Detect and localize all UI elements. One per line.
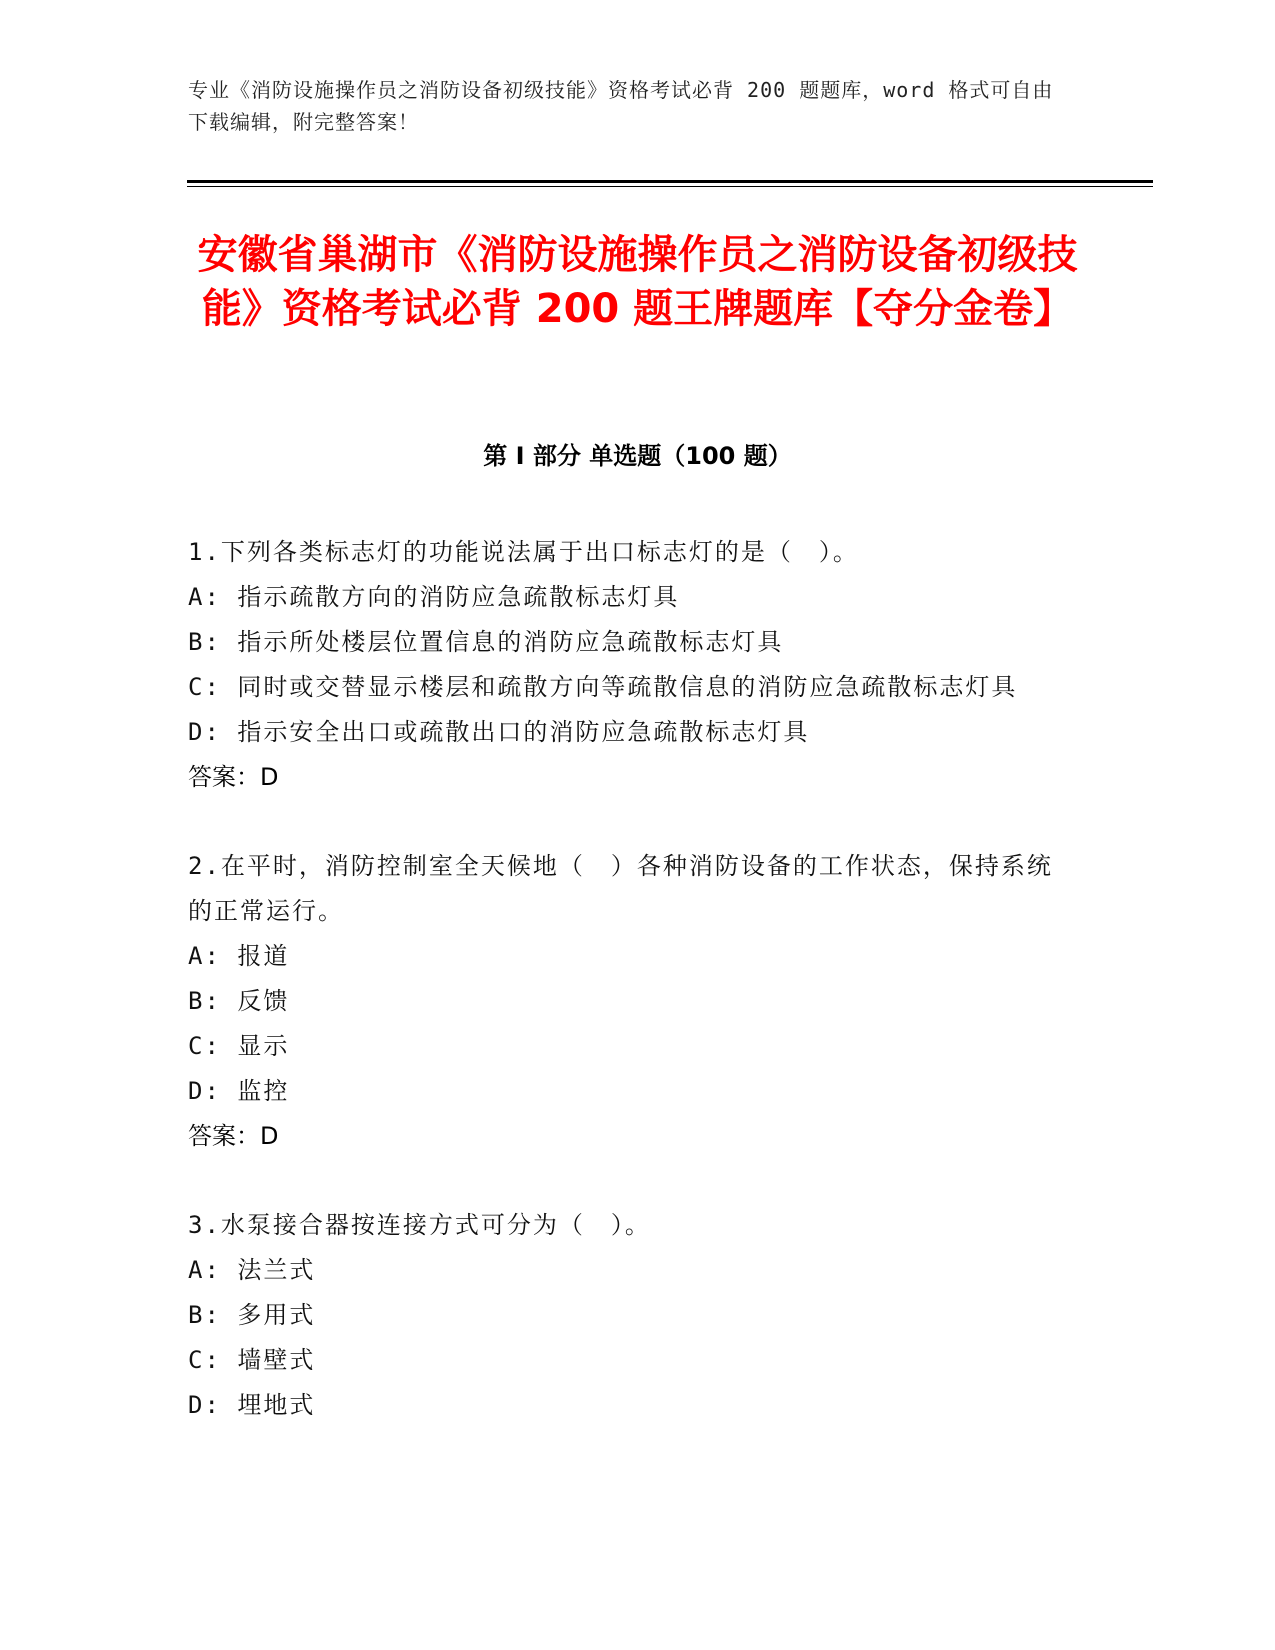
header-divider-thin [187, 186, 1153, 187]
option-c: C: 显示 [188, 1032, 290, 1060]
question-3 [188, 1203, 1073, 1428]
question-stem: 2.在平时，消防控制室全天候地（ ）各种消防设备的工作状态，保持系统的正常运行。 [188, 852, 1053, 925]
answer-line: 答案：D [188, 763, 279, 791]
question-stem: 1.下列各类标志灯的功能说法属于出口标志灯的是（ ）。 [188, 538, 859, 566]
question-1 [188, 530, 1073, 800]
question-list [188, 530, 1073, 1472]
option-d: D: 指示安全出口或疏散出口的消防应急疏散标志灯具 [188, 718, 810, 746]
option-b: B: 反馈 [188, 987, 290, 1015]
option-b: B: 多用式 [188, 1301, 316, 1329]
option-a: A: 法兰式 [188, 1256, 316, 1284]
option-a: A: 报道 [188, 942, 290, 970]
answer-line: 答案：D [188, 1122, 279, 1150]
option-b: B: 指示所处楼层位置信息的消防应急疏散标志灯具 [188, 628, 784, 656]
document-title: 安徽省巢湖市《消防设施操作员之消防设备初级技能》资格考试必背 200 题王牌题库【夺分金卷】 [197, 232, 1078, 332]
header-divider-thick [187, 180, 1153, 183]
option-c: C: 墙壁式 [188, 1346, 316, 1374]
option-d: D: 监控 [188, 1077, 290, 1105]
option-c: C: 同时或交替显示楼层和疏散方向等疏散信息的消防应急疏散标志灯具 [188, 673, 1018, 701]
section-title: 第 I 部分 单选题（100 题） [483, 442, 792, 470]
option-a: A: 指示疏散方向的消防应急疏散标志灯具 [188, 583, 680, 611]
header-text: 专业《消防设施操作员之消防设备初级技能》资格考试必背 200 题题库，word 格式可自由下载编辑，附完整答案！ [188, 78, 1054, 134]
question-stem: 3.水泵接合器按连接方式可分为（ ）。 [188, 1211, 651, 1239]
option-d: D: 埋地式 [188, 1391, 316, 1419]
question-2 [188, 844, 1073, 1159]
